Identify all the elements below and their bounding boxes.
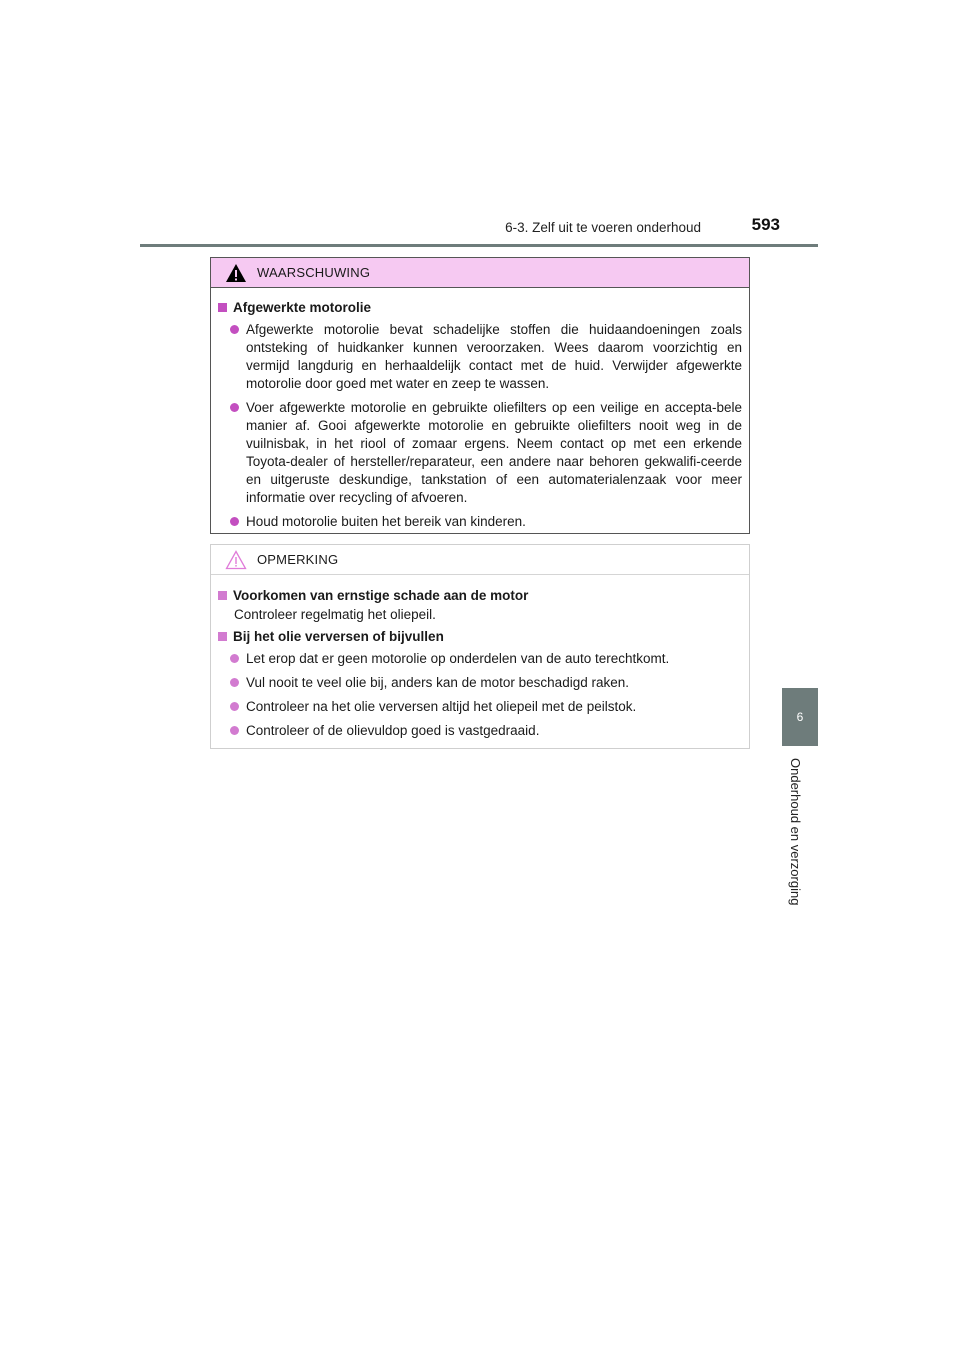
square-bullet-icon xyxy=(218,591,227,600)
heading-text: Afgewerkte motorolie xyxy=(233,300,372,315)
warning-header xyxy=(211,258,749,288)
square-bullet-icon xyxy=(218,632,227,641)
caution-triangle-outline-icon xyxy=(225,550,247,570)
warning-title: WAARSCHUWING xyxy=(257,265,371,280)
heading-text: Bij het olie verversen of bijvullen xyxy=(233,629,444,644)
chapter-label: Onderhoud en verzorging xyxy=(788,758,803,906)
warning-box xyxy=(210,257,750,534)
chapter-tab xyxy=(782,688,818,746)
list-item-text: Controleer of de olievuldop goed is vastgedraaid. xyxy=(246,723,540,738)
round-bullet-icon xyxy=(230,517,239,526)
section-title: 6-3. Zelf uit te voeren onderhoud xyxy=(505,220,701,235)
list-item xyxy=(216,698,742,716)
round-bullet-icon xyxy=(230,325,239,334)
list-item xyxy=(216,722,742,740)
notice-section-heading xyxy=(216,628,742,646)
list-item xyxy=(216,513,742,531)
warning-triangle-icon xyxy=(225,263,247,283)
page-number: 593 xyxy=(751,215,780,234)
list-item-text: Voer afgewerkte motorolie en gebruikte oliefilters op een veilige en accepta-bele manier af. Gooi afgewerkte motorolie en gebruikte oliefilters nooit weg in de vuilnisbak, in het riool of zomaar ergens. Neem contact op met een erkende Toyota-dealer of hersteller/reparateur, een andere naar behoren gekwalifi-ceerde en uitgeruste deskundige, tankstation of een automaterialenzaak voor meer informatie over recycling of afvoeren. xyxy=(246,400,742,505)
list-item xyxy=(216,674,742,692)
notice-title: OPMERKING xyxy=(257,552,339,567)
square-bullet-icon xyxy=(218,303,227,312)
list-item-text: Let erop dat er geen motorolie op onderdelen van de auto terechtkomt. xyxy=(246,651,670,666)
round-bullet-icon xyxy=(230,403,239,412)
round-bullet-icon xyxy=(230,726,239,735)
list-item-text: Afgewerkte motorolie bevat schadelijke stoffen die huidaandoeningen zoals ontsteking of huidkanker kunnen veroorzaken. Wees daarom voorzichtig en vermijd langdurig en herhaaldelijk contact met de huid. Verwijder afgewerkte motorolie door goed met water en zeep te wassen. xyxy=(246,322,742,391)
list-item-text: Houd motorolie buiten het bereik van kinderen. xyxy=(246,514,526,529)
header-divider xyxy=(140,244,818,247)
list-item-text: Vul nooit te veel olie bij, anders kan de motor beschadigd raken. xyxy=(246,675,629,690)
list-item-text: Controleer na het olie verversen altijd het oliepeil met de peilstok. xyxy=(246,699,637,714)
round-bullet-icon xyxy=(230,702,239,711)
chapter-number: 6 xyxy=(796,710,804,724)
warning-section-heading xyxy=(216,299,742,317)
notice-text: Controleer regelmatig het oliepeil. xyxy=(234,607,436,622)
list-item xyxy=(216,650,742,668)
list-item xyxy=(216,399,742,507)
round-bullet-icon xyxy=(230,654,239,663)
notice-box xyxy=(210,544,750,749)
notice-body xyxy=(211,575,749,740)
notice-header xyxy=(211,545,749,575)
heading-text: Voorkomen van ernstige schade aan de motor xyxy=(233,588,529,603)
notice-section-heading xyxy=(216,587,742,605)
list-item xyxy=(216,321,742,393)
warning-body xyxy=(211,288,749,531)
round-bullet-icon xyxy=(230,678,239,687)
